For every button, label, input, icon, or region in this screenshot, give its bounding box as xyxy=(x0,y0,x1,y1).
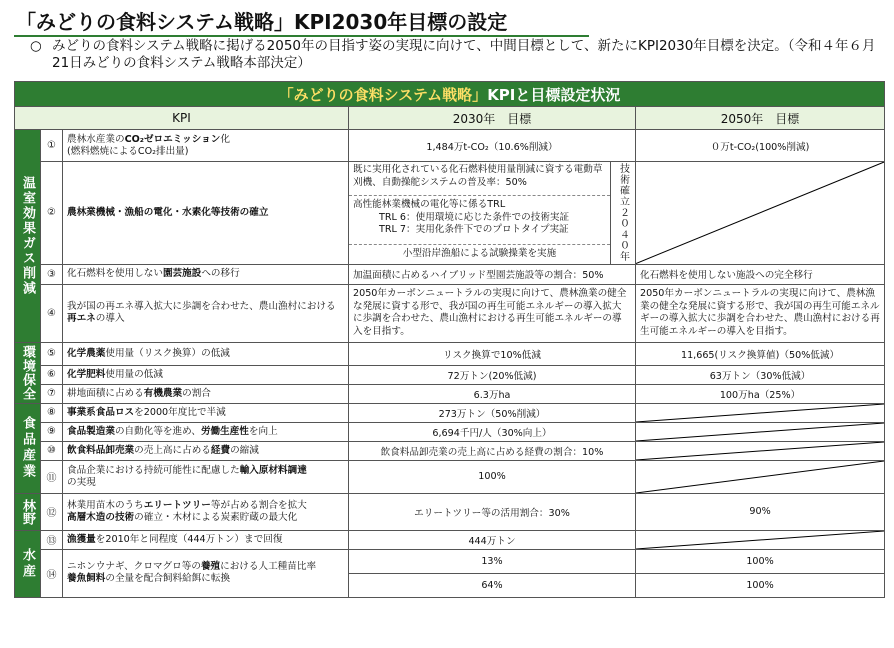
kpi-cell: 化石燃料を使用しない園芸施設への移行 xyxy=(63,264,349,284)
row-number: ⑨ xyxy=(41,422,63,441)
target-2030: 72万トン(20%低減) xyxy=(349,365,636,384)
target-2050: 11,665(リスク換算値)（50%低減） xyxy=(636,342,885,365)
subtitle-text: みどりの食料システム戦略に掲げる2050年の目指す姿の実現に向けて、中間目標として、新たにKPI2030年目標を決定。（令和４年６月21日みどりの食料システム戦略本部決定） xyxy=(52,38,876,71)
page-title: 「みどりの食料システム戦略」KPI2030年目標の設定 xyxy=(16,10,508,34)
band-strategy-name: 「みどりの食料システム戦略」 xyxy=(278,85,488,104)
target-2050: 100万ha（25%） xyxy=(636,384,885,403)
target-2030: リスク換算で10%低減 xyxy=(349,342,636,365)
target-2030: 1,484万t-CO₂（10.6%削減） xyxy=(349,130,636,162)
target-2030: 444万トン xyxy=(349,530,636,549)
band-suffix: KPIと目標設定状況 xyxy=(487,85,621,104)
category-ghg: 温室効果ガス削減 xyxy=(15,130,41,343)
row-number: ③ xyxy=(41,264,63,284)
target-2050-na xyxy=(636,530,885,549)
header-2030: 2030年 目標 xyxy=(349,107,636,130)
target-2050: 90% xyxy=(636,493,885,530)
target-2030: 2050年カーボンニュートラルの実現に向けて、農林漁業の健全な発展に資する形で、我が国の再生可能エネルギーの導入拡大に歩調を合わせた、農山漁村における再生可能エネルギーの導入を目指す。 xyxy=(349,284,636,342)
kpi-cell: 食品企業における持続可能性に配慮した輸入原材料調達 の実現 xyxy=(63,460,349,493)
kpi-cell: 耕地面積に占める有機農業の割合 xyxy=(63,384,349,403)
header-2050: 2050年 目標 xyxy=(636,107,885,130)
target-2050: 63万トン（30%低減） xyxy=(636,365,885,384)
kpi-cell: 事業系食品ロスを2000年度比で半減 xyxy=(63,403,349,422)
target-2050-na xyxy=(636,403,885,422)
target-2030: 6.3万ha xyxy=(349,384,636,403)
target-2050-na xyxy=(636,422,885,441)
kpi-cell: 林業用苗木のうちエリートツリー等が占める割合を拡大 高層木造の技術の確立・木材による炭素貯蔵の最大化 xyxy=(63,493,349,530)
category-forest: 林野 xyxy=(15,493,41,530)
target-2050: 2050年カーボンニュートラルの実現に向けて、農林漁業の健全な発展に資する形で、我が国の再生可能エネルギーの導入拡大に歩調を合わせた、農山漁村における再生可能エネルギーの導入を目指す。 xyxy=(636,284,885,342)
category-env: 環境保全 xyxy=(15,342,41,403)
target-2030-part-b: 高性能林業機械の電化等に係るTRL TRL 6：使用環境に応じた条件での技術実証 TRL 7：実用化条件下でのプロトタイプ実証 xyxy=(349,196,610,245)
row-number: ⑫ xyxy=(41,493,63,530)
row-number: ⑭ xyxy=(41,549,63,597)
row-number: ⑤ xyxy=(41,342,63,365)
target-2030: 6,694千円/人（30%向上） xyxy=(349,422,636,441)
row-number: ⑩ xyxy=(41,441,63,460)
row-number: ① xyxy=(41,130,63,162)
target-2030-multi xyxy=(349,162,611,265)
kpi-cell: 我が国の再エネ導入拡大に歩調を合わせた、農山漁村における再エネの導入 xyxy=(63,284,349,342)
target-2040-cell: 技術確立２０４０年 xyxy=(611,162,636,265)
row-number: ⑪ xyxy=(41,460,63,493)
kpi-table xyxy=(14,81,885,598)
row-number: ⑦ xyxy=(41,384,63,403)
target-2030-part-c: 小型沿岸漁船による試験操業を実施 xyxy=(402,248,557,259)
target-2030-part-a: 既に実用化されている化石燃料使用量削減に資する電動草刈機、自動操舵システムの普及率：50% xyxy=(349,162,610,196)
target-2050: 化石燃料を使用しない施設への完全移行 xyxy=(636,264,885,284)
target-2030: 100% xyxy=(349,460,636,493)
target-2050: 100% xyxy=(636,549,885,573)
kpi-cell: 漁獲量を2010年と同程度（444万トン）まで回復 xyxy=(63,530,349,549)
target-2050: ０万t-CO₂(100%削減) xyxy=(636,130,885,162)
kpi-cell: 農林水産業のCO₂ゼロエミッション化 (燃料燃焼によるCO₂排出量) xyxy=(63,130,349,162)
target-2050-na xyxy=(636,460,885,493)
row-number: ② xyxy=(41,162,63,265)
target-2050: 100% xyxy=(636,573,885,597)
table-band xyxy=(15,82,885,107)
header-kpi: KPI xyxy=(15,107,349,130)
target-2050-na xyxy=(636,441,885,460)
target-2030: 飲食料品卸売業の売上高に占める経費の割合：10% xyxy=(349,441,636,460)
title-underline xyxy=(14,35,589,37)
target-2050-na xyxy=(636,162,885,265)
target-2030: 加温面積に占めるハイブリッド型園芸施設等の割合：50% xyxy=(349,264,636,284)
kpi-cell: 飲食料品卸売業の売上高に占める経費の縮減 xyxy=(63,441,349,460)
kpi-cell: 化学農薬使用量（リスク換算）の低減 xyxy=(63,342,349,365)
kpi-cell: ニホンウナギ、クロマグロ等の養殖における人工種苗比率 養魚飼料の全量を配合飼料給餌に転換 xyxy=(63,549,349,597)
kpi-cell: 化学肥料使用量の低減 xyxy=(63,365,349,384)
kpi-cell: 食品製造業の自動化等を進め、労働生産性を向上 xyxy=(63,422,349,441)
target-2030: 273万トン（50%削減） xyxy=(349,403,636,422)
row-number: ⑥ xyxy=(41,365,63,384)
kpi-cell: 農林業機械・漁船の電化・水素化等技術の確立 xyxy=(63,162,349,265)
row-number: ⑬ xyxy=(41,530,63,549)
category-food: 食品産業 xyxy=(15,403,41,493)
target-2030: 64% xyxy=(349,573,636,597)
target-2030: 13% xyxy=(349,549,636,573)
row-number: ⑧ xyxy=(41,403,63,422)
target-2030: エリートツリー等の活用割合：30% xyxy=(349,493,636,530)
category-fish: 水産 xyxy=(15,530,41,597)
row-number: ④ xyxy=(41,284,63,342)
bullet-mark: ○ xyxy=(30,38,42,54)
